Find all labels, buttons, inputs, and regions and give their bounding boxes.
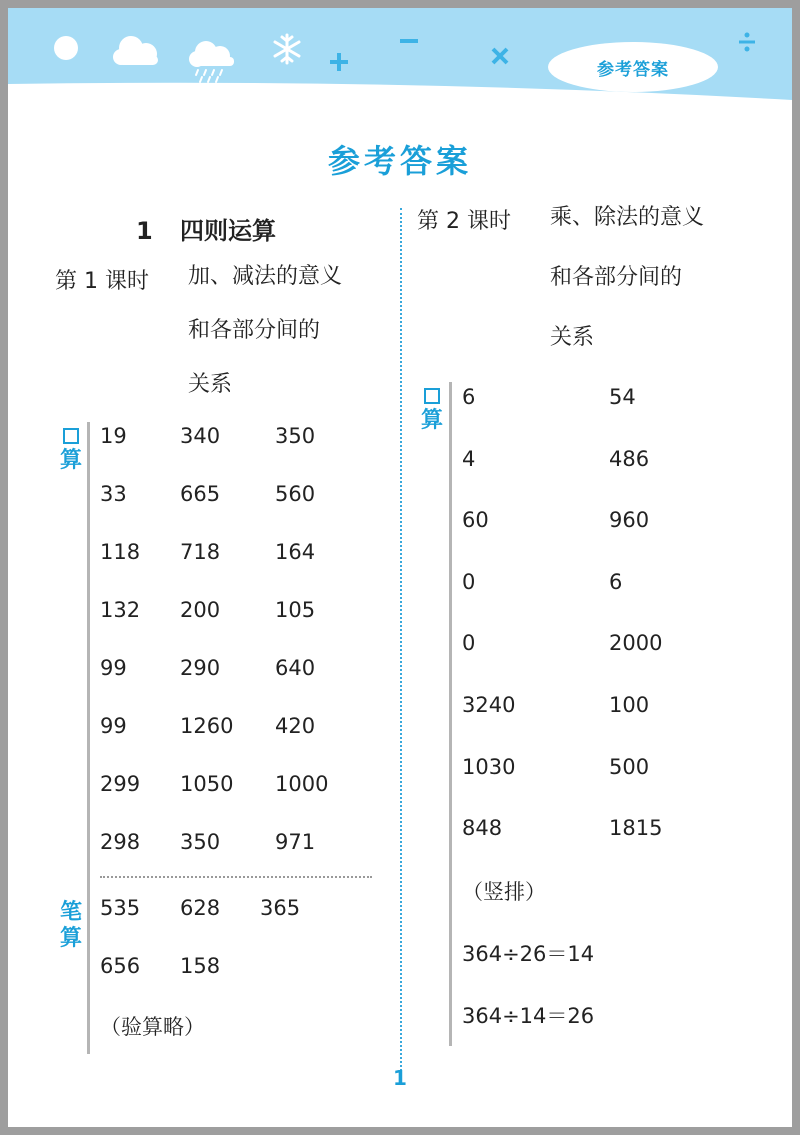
answer-cell: 365 bbox=[260, 896, 301, 920]
answer-cell: 1050 bbox=[180, 772, 234, 796]
answer-cell: 164 bbox=[275, 540, 316, 564]
answer-cell: 640 bbox=[275, 656, 316, 680]
lesson-title bbox=[550, 188, 750, 368]
answer-page bbox=[8, 8, 792, 1127]
answer-cell: 340 bbox=[180, 424, 221, 448]
answer-cell: 99 bbox=[100, 656, 127, 680]
answer-cell: 19 bbox=[100, 424, 127, 448]
column-divider bbox=[400, 208, 402, 1083]
lesson-title-line: 乘、除法的意义 bbox=[550, 205, 705, 230]
answer-cell: 290 bbox=[180, 656, 221, 680]
answer-cell: 200 bbox=[180, 598, 221, 622]
answer-cell: 1030 bbox=[462, 755, 516, 779]
chapter-title: 四则运算 bbox=[180, 217, 276, 245]
answer-cell: 54 bbox=[609, 385, 636, 409]
equation: 364÷26＝14 bbox=[462, 942, 595, 966]
answer-cell: 100 bbox=[609, 693, 650, 717]
answer-cell: 971 bbox=[275, 830, 316, 854]
answer-cell: 656 bbox=[100, 954, 141, 978]
answer-cell: 105 bbox=[275, 598, 316, 622]
vertical-format-note: （竖排） bbox=[462, 880, 546, 904]
written-tag-text: 笔 bbox=[60, 900, 83, 925]
answer-cell: 3240 bbox=[462, 693, 516, 717]
answer-cell: 0 bbox=[462, 570, 476, 594]
lesson-title-line: 关系 bbox=[188, 372, 233, 397]
oral-tag-text: 算 bbox=[421, 408, 444, 433]
oral-box-icon bbox=[424, 388, 440, 404]
answer-cell: 60 bbox=[462, 508, 489, 532]
oral-tag-text: 算 bbox=[60, 448, 83, 473]
page-title: 参考答案 bbox=[327, 142, 472, 180]
equation: 364÷14＝26 bbox=[462, 1004, 595, 1028]
answer-cell: 33 bbox=[100, 482, 127, 506]
chapter-number: 1 bbox=[136, 217, 153, 245]
lesson-number: 第 1 课时 bbox=[55, 269, 149, 294]
lesson-title-line: 加、减法的意义 bbox=[188, 264, 343, 289]
answer-cell: 535 bbox=[100, 896, 141, 920]
answer-cell: 350 bbox=[275, 424, 316, 448]
lesson-title-line: 关系 bbox=[550, 325, 595, 350]
page-number: 1 bbox=[393, 1066, 407, 1090]
answer-cell: 1000 bbox=[275, 772, 329, 796]
answer-cell: 628 bbox=[180, 896, 221, 920]
section-bar bbox=[87, 422, 90, 1054]
answer-cell: 118 bbox=[100, 540, 141, 564]
answer-cell: 2000 bbox=[609, 631, 663, 655]
chapter-heading bbox=[136, 211, 276, 246]
answer-cell: 99 bbox=[100, 714, 127, 738]
answer-cell: 0 bbox=[462, 631, 476, 655]
answer-cell: 500 bbox=[609, 755, 650, 779]
oral-calc-tag bbox=[421, 386, 443, 434]
header-banner bbox=[8, 8, 792, 118]
answer-cell: 6 bbox=[609, 570, 623, 594]
answer-cell: 665 bbox=[180, 482, 221, 506]
lesson-number: 第 2 课时 bbox=[417, 209, 511, 234]
written-tag-text: 算 bbox=[60, 926, 83, 951]
oral-calc-tag bbox=[60, 426, 82, 474]
answer-cell: 350 bbox=[180, 830, 221, 854]
answer-cell: 960 bbox=[609, 508, 650, 532]
lesson-title-line: 和各部分间的 bbox=[188, 318, 321, 343]
lesson-title-line: 和各部分间的 bbox=[550, 265, 683, 290]
answer-cell: 1260 bbox=[180, 714, 234, 738]
verification-note: （验算略） bbox=[100, 1015, 205, 1039]
sun-icon bbox=[54, 36, 78, 60]
answer-cell: 848 bbox=[462, 816, 503, 840]
answer-cell: 420 bbox=[275, 714, 316, 738]
answer-cell: 298 bbox=[100, 830, 141, 854]
answer-cell: 1815 bbox=[609, 816, 663, 840]
answer-cell: 299 bbox=[100, 772, 141, 796]
lesson-title bbox=[188, 250, 388, 412]
section-separator bbox=[100, 876, 372, 878]
written-calc-tag bbox=[60, 900, 82, 952]
answer-cell: 486 bbox=[609, 447, 650, 471]
oral-box-icon bbox=[63, 428, 79, 444]
answer-cell: 158 bbox=[180, 954, 221, 978]
answer-cell: 6 bbox=[462, 385, 476, 409]
answer-cell: 560 bbox=[275, 482, 316, 506]
answer-cell: 718 bbox=[180, 540, 221, 564]
section-bar bbox=[449, 382, 452, 1046]
answer-key-label: 参考答案 bbox=[548, 42, 718, 92]
answer-cell: 4 bbox=[462, 447, 476, 471]
answer-cell: 132 bbox=[100, 598, 141, 622]
